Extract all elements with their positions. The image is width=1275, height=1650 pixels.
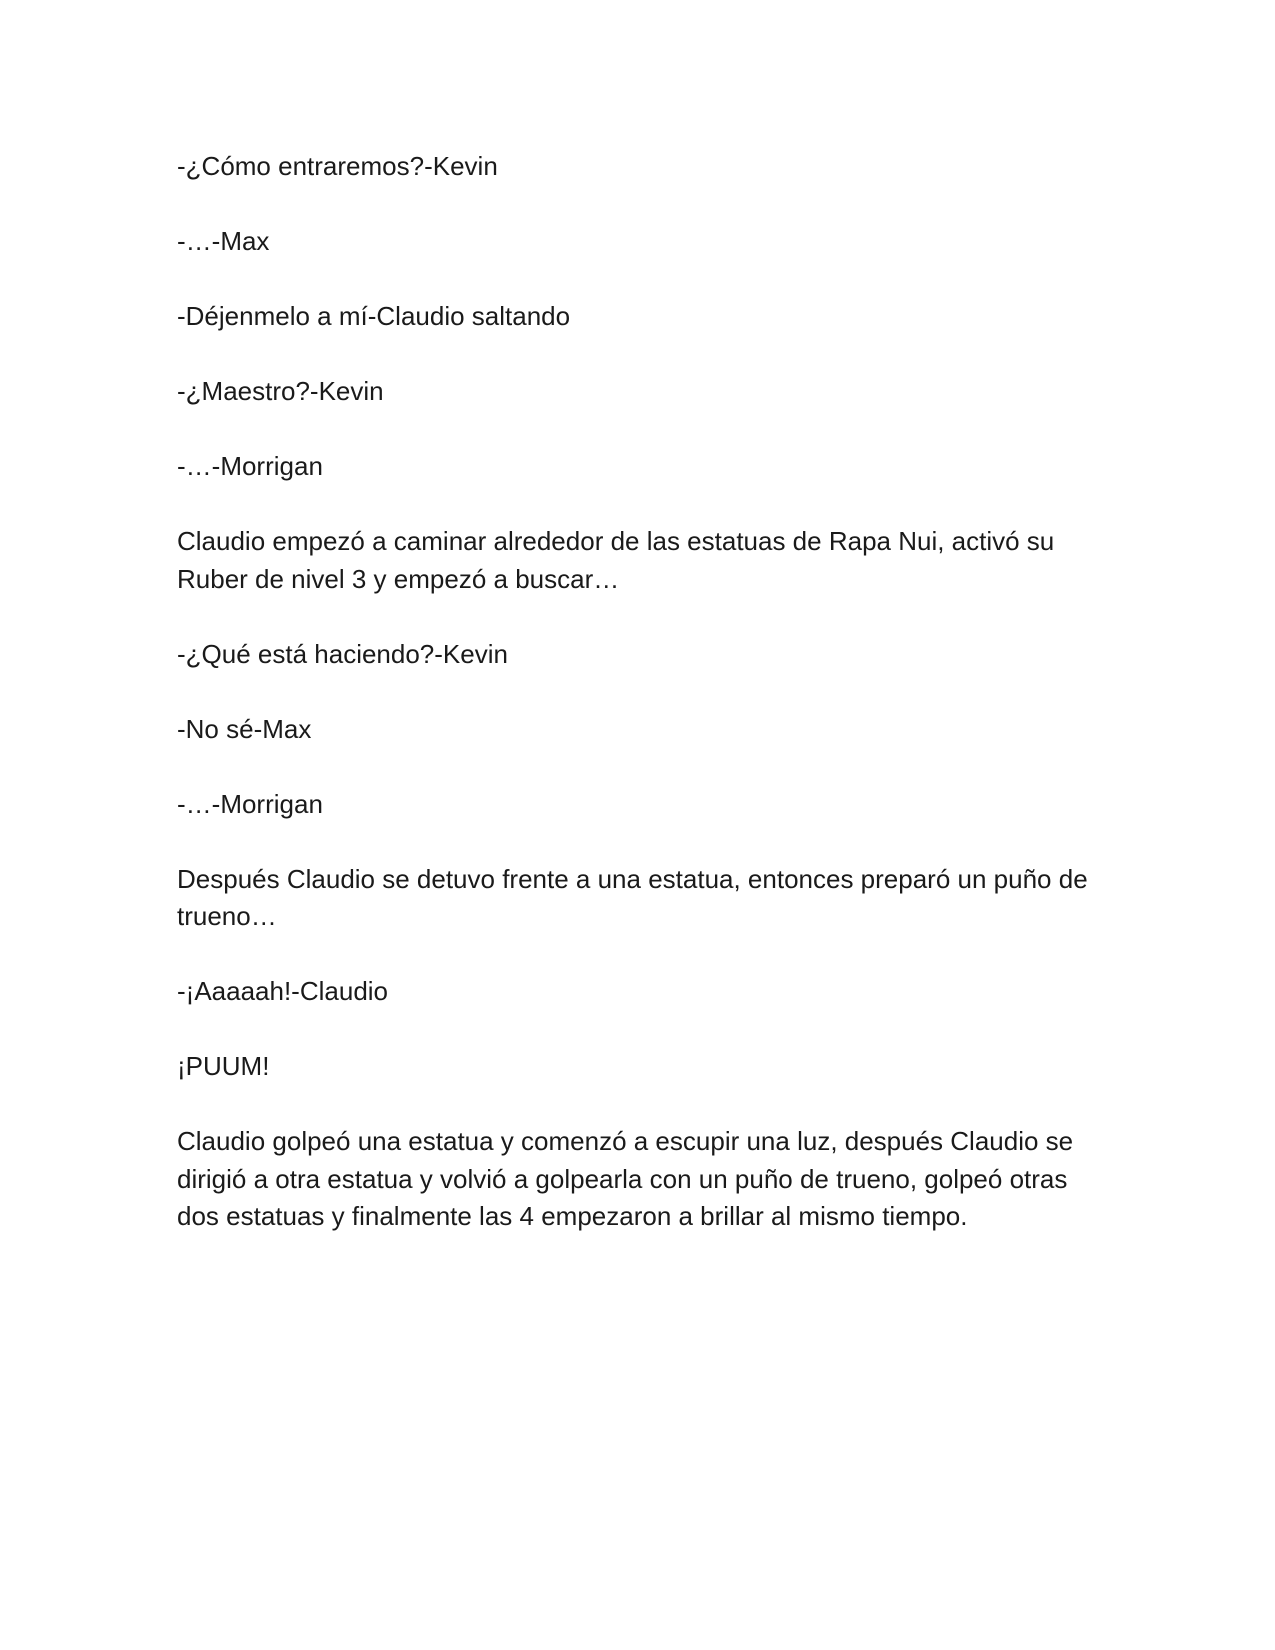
dialogue-line: -¡Aaaaah!-Claudio [177, 976, 389, 1006]
dialogue-line: -…-Morrigan [177, 451, 323, 481]
sound-effect-line: ¡PUUM! [177, 1051, 270, 1081]
dialogue-line: -…-Max [177, 226, 270, 256]
document-body [177, 148, 1097, 1273]
narration-paragraph: Después Claudio se detuvo frente a una estatua, entonces preparó un puño de trueno… [177, 863, 1088, 931]
dialogue-line: -¿Qué está haciendo?-Kevin [177, 638, 508, 669]
dialogue-line: -…-Morrigan [177, 788, 323, 819]
narration-paragraph: Claudio golpeó una estatua y comenzó a escupir una luz, después Claudio se dirigió a otra estatua y volvió a golpearla con un puño de trueno, golpeó otras dos estatuas y finalmente las 4 empezaron a brillar al mismo tiempo. [177, 1126, 1074, 1231]
dialogue-line: -Déjenmelo a mí-Claudio saltando [177, 301, 571, 331]
dialogue-line: -¿Cómo entraremos?-Kevin [177, 151, 498, 181]
narration-paragraph: Claudio empezó a caminar alrededor de las estatuas de Rapa Nui, activó su Ruber de nivel 3 y empezó a buscar… [177, 526, 1055, 594]
dialogue-line: -¿Maestro?-Kevin [177, 376, 384, 406]
dialogue-line: -No sé-Max [177, 713, 312, 744]
